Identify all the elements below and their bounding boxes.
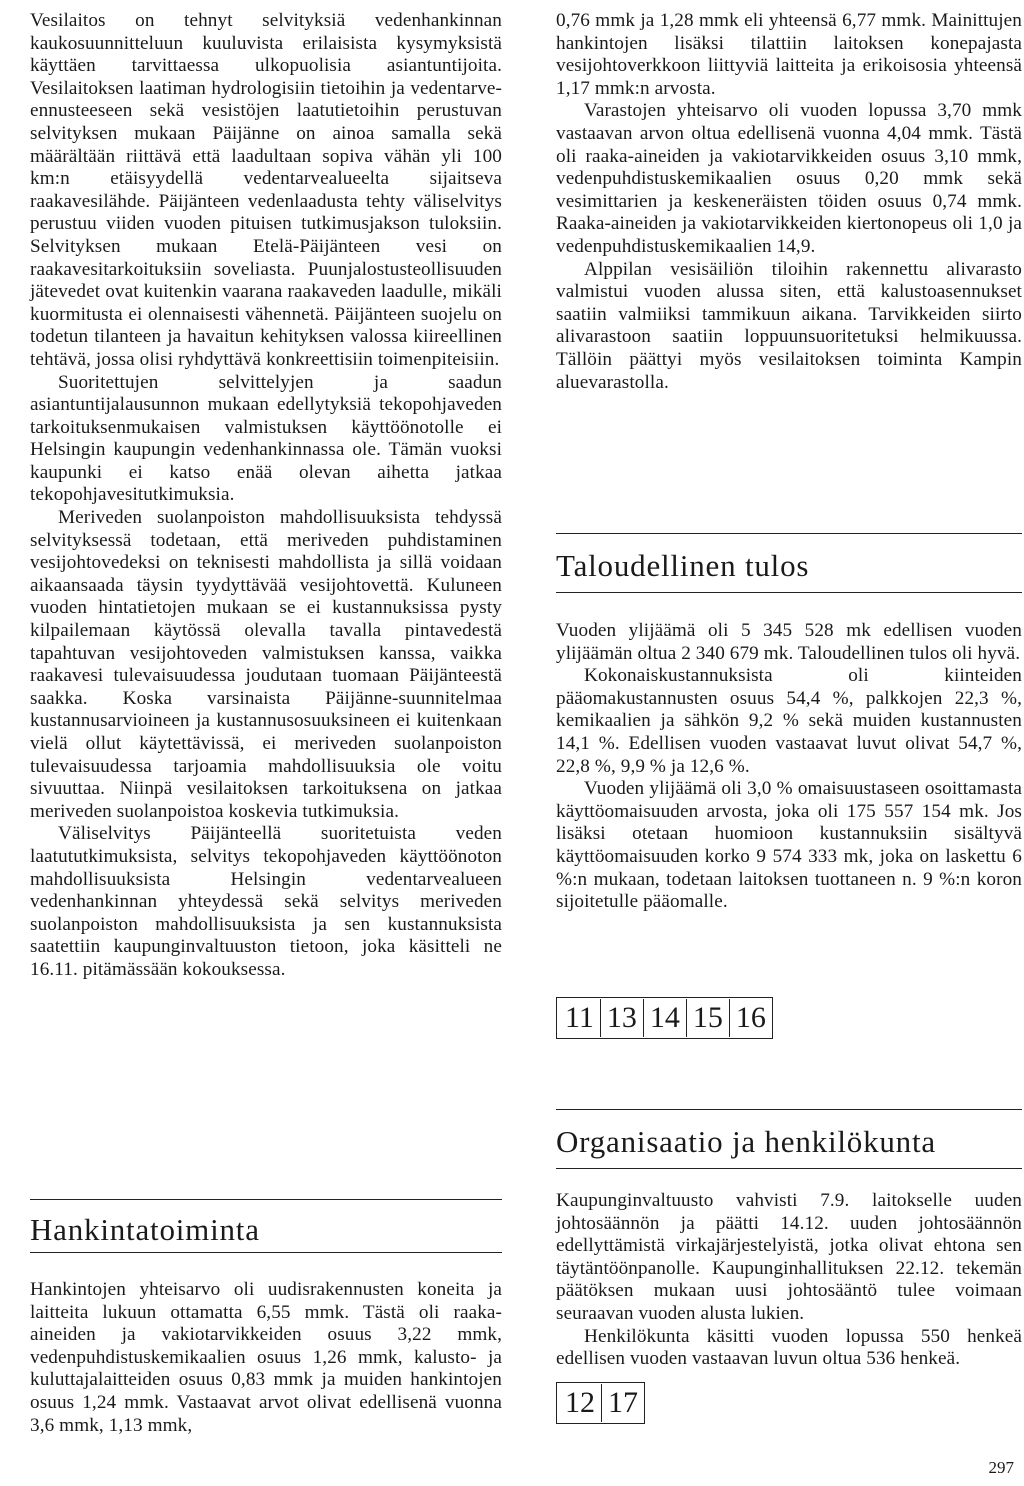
reference-boxes <box>556 1382 645 1424</box>
paragraph: Varastojen yhteisarvo oli vuoden lopussa 3,70 mmk vastaavan arvon oltua edellisenä vuonna 4,04 mmk. Tästä oli raaka-aineiden ja vakiotarvikkeiden osuus 3,10 mmk, vedenpuhdistuskemikaalien osuus 0,20 mmk sekä vesimittarien ja keskeneräisten töiden osuus 0,74 mmk. Raaka-aineiden ja vakiotarvikkeiden kiertonopeus oli 1,0 ja vedenpuhdistuskemikaalien 14,9. <box>556 100 1022 257</box>
reference-number: 14 <box>643 999 686 1037</box>
paragraph: Henkilökunta käsitti vuoden lopussa 550 henkeä edellisen vuoden vastaavan luvun oltua 536 henkeä. <box>556 1325 1022 1370</box>
reference-boxes <box>556 997 773 1039</box>
section-body-hankinta <box>30 1279 502 1437</box>
reference-number: 17 <box>601 1384 644 1422</box>
section-title: Hankintatoiminta <box>30 1212 260 1247</box>
section-heading-talous <box>556 533 1022 593</box>
paragraph: Väliselvitys Päijänteellä suoritetuista veden laatututkimuksista, selvitys tekopohjaveden käyttöönoton mahdollisuuksista Helsingin vedentarvealueen vedenhankinnan yhteydessä sekä selvitys meriveden suolanpoiston mahdollisuuksista ja sen kustannuksista saatettiin kaupunginvaltuuston tietoon, joka käsitteli ne 16.11. pitämässään kokouksessa. <box>30 823 502 980</box>
heading-rule-bottom <box>556 1168 1022 1169</box>
reference-number: 15 <box>686 999 729 1037</box>
paragraph: Alppilan vesisäiliön tiloihin rakennettu alivarasto valmistui vuoden alussa siten, että kalustoasennukset saatiin valmiiksi tammikuun aikana. Tarvikkeiden siirto alivarastoon saatiin loppuunsuoritetuksi helmikuussa. Tällöin päättyi myös vesilaitoksen toiminta Kampin aluevarastolla. <box>556 258 1022 393</box>
right-top-text <box>556 10 1022 394</box>
heading-rule-top <box>556 533 1022 534</box>
heading-rule-bottom <box>30 1252 502 1253</box>
section-heading-hankinta <box>30 1199 502 1253</box>
heading-rule-top <box>30 1199 502 1200</box>
left-top-text <box>30 10 502 982</box>
section-body-talous <box>556 620 1022 914</box>
section-body-organisaatio <box>556 1190 1022 1371</box>
paragraph: Suoritettujen selvittelyjen ja saadun asiantuntijalausunnon mukaan edellytyksiä tekopohjaveden tarkoituksenmukaisen valmistuksen käyttöönotolle ei Helsingin kaupungin vedenhankinnassa ole. Tämän vuoksi kaupunki ei katso enää olevan aihetta jatkaa tekopohjavesitutkimuksia. <box>30 371 502 506</box>
reference-number: 11 <box>565 1001 594 1034</box>
paragraph: Vuoden ylijäämä oli 5 345 528 mk edellisen vuoden ylijäämän oltua 2 340 679 mk. Taloudellinen tulos oli hyvä. <box>556 620 1022 664</box>
reference-number: 12 <box>565 1386 595 1419</box>
paragraph: Kaupunginvaltuusto vahvisti 7.9. laitokselle uuden johtosäännön ja päätti 14.12. uuden johtosäännön edellyttämistä virkajärjestelyistä, jotka olivat ehtona sen täytäntöönpanolle. Kaupunginhallituksen 22.12. tekemän päätöksen mukaan uusi johtosääntö tulee voimaan seuraavan vuoden alusta lukien. <box>556 1190 1022 1324</box>
section-title: Taloudellinen tulos <box>556 548 810 583</box>
paragraph: Vesilaitos on tehnyt selvityksiä vedenhankinnan kaukosuunnitteluun kuuluvista erilaisista kysymyksistä käyttäen tarvittaessa ulkopuolisia asiantuntijoita. Vesilaitoksen laatiman hydrologisiin tietoihin ja vedentarve-ennusteeseen sekä vesistöjen laatutietoihin perustuvan selvityksen mukaan Päijänne on ainoa samalla sekä määrältään riittävä että laadultaan sopiva vähän yli 100 km:n etäisyydellä vedentarvealueelta sijaitseva raakavesilähde. Päijänteen vedenlaadusta tehty väliselvitys perustuu viiden vuoden pituisen tutkimusjakson tuloksiin. Selvityksen mukaan Etelä-Päijänteen vesi on raakavesitarkoituksiin soveliasta. Puunjalostusteollisuuden jätevedet ovat kuitenkin vaarana raakaveden laadulle, mikäli kuormitusta ei olennaisesti vähennetä. Päijänteen suojelu on todetun tilanteen ja havaitun kehityksen valossa kiireellinen tehtävä, jossa olisi ryhdyttävä konkreettisiin toimenpiteisiin. <box>30 10 502 370</box>
paragraph: 0,76 mmk ja 1,28 mmk eli yhteensä 6,77 mmk. Mainittujen hankintojen lisäksi tilattiin laitoksen konepajasta vesijohtoverkkoon liittyviä laitteita ja erikoisosia yhteensä 1,17 mmk:n arvosta. <box>556 10 1022 99</box>
paragraph: Vuoden ylijäämä oli 3,0 % omaisuustaseen osoittamasta käyttöomaisuuden arvosta, joka oli 175 557 154 mk. Jos lisäksi otetaan huomioon kustannuksiin sisältyvä käyttöomaisuuden korko 9 574 333 mk, joka on laskettu 6 %:n mukaan, todetaan laitoksen tuottaneen n. 9 %:n koron sijoitetulle pääomalle. <box>556 778 1022 913</box>
page-number: 297 <box>988 1458 1014 1477</box>
heading-rule-bottom <box>556 592 1022 593</box>
reference-number: 13 <box>600 999 643 1037</box>
reference-number: 16 <box>729 999 772 1037</box>
section-title: Organisaatio ja henkilökunta <box>556 1124 936 1159</box>
section-heading-organisaatio <box>556 1109 1022 1169</box>
paragraph: Kokonaiskustannuksista oli kiinteiden pääomakustannusten osuus 54,4 %, palkkojen 22,3 %, kemikaalien ja sähkön 9,2 % sekä muiden kustannusten 14,1 %. Edellisen vuoden vastaavat luvut olivat 54,7 %, 22,8 %, 9,9 % ja 12,6 %. <box>556 665 1022 777</box>
heading-rule-top <box>556 1109 1022 1110</box>
paragraph: Meriveden suolanpoiston mahdollisuuksista tehdyssä selvityksessä todetaan, että meriveden puhdistaminen vesijohtovedeksi on teknisesti mahdollista ja sillä voidaan aikaansaada täysin tyydyttävää vesijohtovettä. Kuluneen vuoden hintatietojen mukaan se ei kustannuksissa pysty kilpailemaan käytössä olevalla tavalla pintavedestä tapahtuvan vesijohtoveden valmistuksen kanssa, vaikka raakavesi tulevaisuudessa joudutaan tuomaan Päijänteestä saakka. Koska varsinaista Päijänne-suunnitelmaa kustannusarvioineen ja kustannusosuuksineen ei kuitenkaan vielä ollut käytettävissä, ei meriveden suolanpoiston tulevaisuudessa tarjoamia mahdollisuuksia ole voitu sivuuttaa. Niinpä vesilaitoksen tarkoituksena on jatkaa meriveden suolanpoistoa koskevia tutkimuksia. <box>30 507 502 822</box>
paragraph: Hankintojen yhteisarvo oli uudisrakennusten koneita ja laitteita lukuun ottamatta 6,55 mmk. Tästä oli raaka-aineiden ja vakiotarvikkeiden osuus 3,22 mmk, vedenpuhdistuskemikaalien osuus 1,26 mmk, kalusto- ja kuluttajalaitteiden osuus 0,83 mmk ja muiden hankintojen osuus 1,24 mmk. Vastaavat arvot olivat edellisenä vuonna 3,6 mmk, 1,13 mmk, <box>30 1279 502 1436</box>
